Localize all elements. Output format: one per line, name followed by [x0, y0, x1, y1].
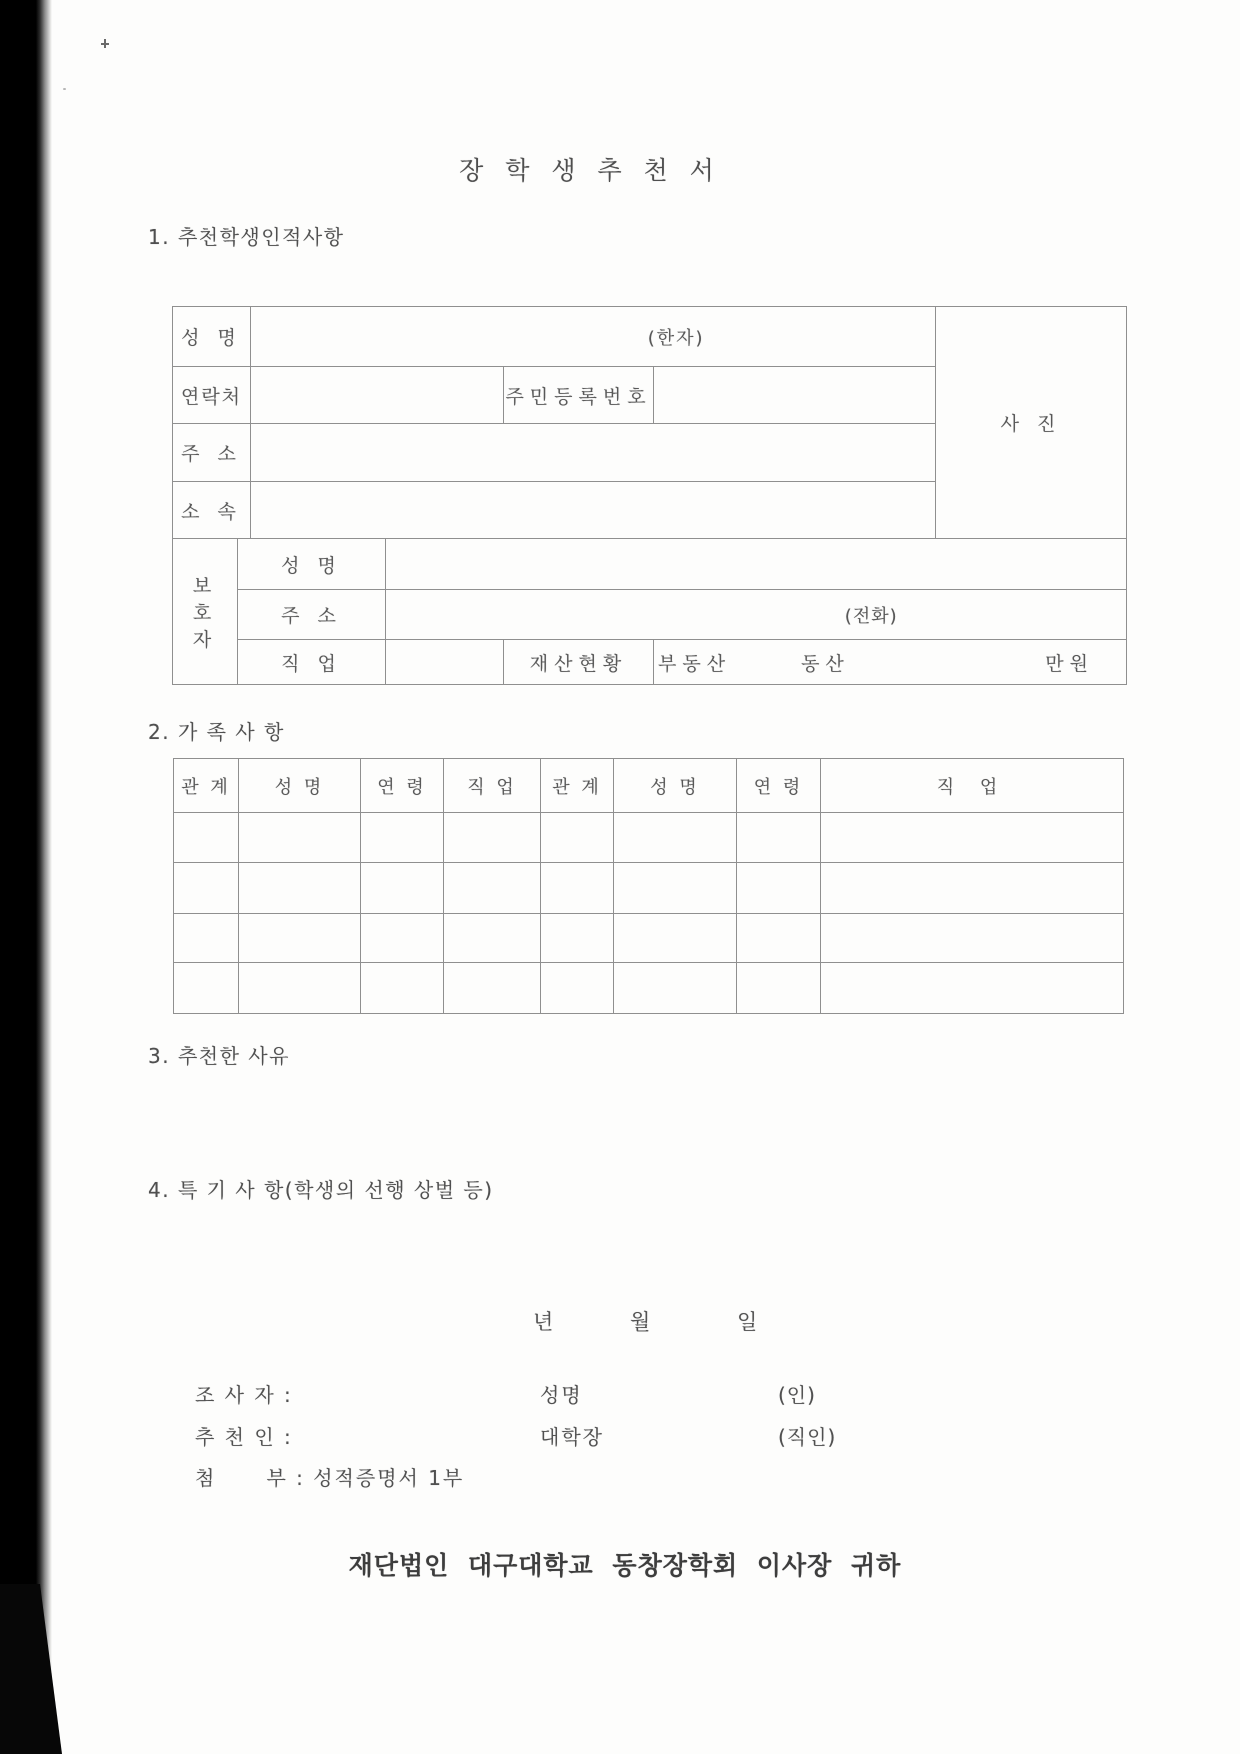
- family-cell-empty: [444, 863, 541, 914]
- date-day-label: 일: [737, 1310, 758, 1334]
- guardian-name-value-cell: [386, 539, 1126, 590]
- family-cell-empty: [541, 914, 614, 963]
- family-cell-empty: [737, 863, 821, 914]
- contact-value-cell: [251, 367, 504, 424]
- family-table: [173, 758, 1124, 1014]
- recommender-seal-hint: (직인): [778, 1425, 837, 1449]
- section-3-heading: 3. 추천한 사유: [148, 1044, 290, 1068]
- guardian-label: 보 호 자: [173, 539, 238, 684]
- date-year-label: 년: [533, 1310, 554, 1334]
- guardian-address-label: 주 소: [238, 590, 386, 640]
- address-value-cell: [251, 424, 936, 482]
- investigator-seal-hint: (인): [778, 1383, 816, 1407]
- family-cell-empty: [361, 963, 444, 1013]
- assets-detail-cell: [654, 640, 1126, 684]
- family-cell-empty: [821, 963, 1123, 1013]
- guardian-job-value-cell: [386, 640, 504, 684]
- family-cell-empty: [737, 963, 821, 1013]
- document-title: 장 학 생 추 천 서: [459, 156, 721, 185]
- real-estate-label: 부동산: [658, 652, 732, 675]
- family-cell-empty: [444, 963, 541, 1013]
- family-cell-empty: [361, 863, 444, 914]
- guardian-address-value-cell: [386, 590, 1126, 640]
- family-cell-empty: [174, 813, 239, 863]
- family-cell-empty: [821, 914, 1123, 963]
- section-2-heading: 2. 가 족 사 항: [148, 720, 285, 744]
- family-cell-empty: [541, 863, 614, 914]
- scan-speck-dot: [63, 88, 66, 90]
- family-cell-empty: [239, 963, 361, 1013]
- family-header-relation: 관 계: [174, 759, 239, 813]
- recommender-label: 추 천 인 :: [195, 1425, 293, 1449]
- family-header-name-2: 성 명: [614, 759, 737, 813]
- family-cell-empty: [239, 863, 361, 914]
- family-cell-empty: [361, 813, 444, 863]
- family-cell-empty: [361, 914, 444, 963]
- scan-edge-band: [0, 0, 52, 1754]
- family-header-name: 성 명: [239, 759, 361, 813]
- family-cell-empty: [614, 813, 737, 863]
- attachment-line: 첨 부 : 성적증명서 1부: [195, 1466, 465, 1490]
- section-1-heading: 1. 추천학생인적사항: [148, 225, 345, 249]
- name-label: 성 명: [173, 307, 251, 367]
- family-cell-empty: [821, 863, 1123, 914]
- investigator-name-label: 성명: [540, 1383, 583, 1407]
- family-cell-empty: [174, 963, 239, 1013]
- family-cell-empty: [737, 914, 821, 963]
- family-header-relation-2: 관 계: [541, 759, 614, 813]
- contact-label: 연락처: [173, 367, 251, 424]
- unit-label: 만원: [1045, 652, 1094, 675]
- family-cell-empty: [444, 813, 541, 863]
- assets-label: 재산현황: [504, 640, 654, 684]
- family-cell-empty: [614, 863, 737, 914]
- recipient-line: 재단법인 대구대학교 동창장학회 이사장 귀하: [348, 1551, 902, 1580]
- recommender-title-label: 대학장: [540, 1425, 604, 1449]
- family-header-job: 직 업: [444, 759, 541, 813]
- family-cell-empty: [541, 963, 614, 1013]
- personal-info-table: [172, 306, 1127, 685]
- resident-id-label: 주민등록번호: [504, 367, 654, 424]
- affiliation-label: 소 속: [173, 482, 251, 539]
- name-value-cell: [251, 307, 936, 367]
- family-cell-empty: [239, 813, 361, 863]
- family-header-age-2: 연 령: [737, 759, 821, 813]
- resident-id-value-cell: [654, 367, 936, 424]
- family-cell-empty: [239, 914, 361, 963]
- photo-cell: 사 진: [936, 307, 1126, 539]
- family-cell-empty: [737, 813, 821, 863]
- guardian-job-label: 직 업: [238, 640, 386, 684]
- family-cell-empty: [174, 914, 239, 963]
- family-cell-empty: [614, 914, 737, 963]
- investigator-label: 조 사 자 :: [195, 1383, 293, 1407]
- family-header-age: 연 령: [361, 759, 444, 813]
- family-cell-empty: [444, 914, 541, 963]
- family-cell-empty: [821, 813, 1123, 863]
- family-cell-empty: [174, 863, 239, 914]
- family-header-job-2: 직 업: [821, 759, 1123, 813]
- guardian-name-label: 성 명: [238, 539, 386, 590]
- family-cell-empty: [614, 963, 737, 1013]
- date-month-label: 월: [630, 1310, 651, 1334]
- phone-hint: (전화): [844, 605, 898, 627]
- movables-label: 동산: [801, 652, 850, 675]
- scan-edge-band-foot: [0, 1584, 66, 1754]
- hanja-hint: (한자): [647, 327, 705, 349]
- family-cell-empty: [541, 813, 614, 863]
- section-4-heading: 4. 특 기 사 항(학생의 선행 상벌 등): [148, 1178, 494, 1202]
- address-label: 주 소: [173, 424, 251, 482]
- affiliation-value-cell: [251, 482, 936, 539]
